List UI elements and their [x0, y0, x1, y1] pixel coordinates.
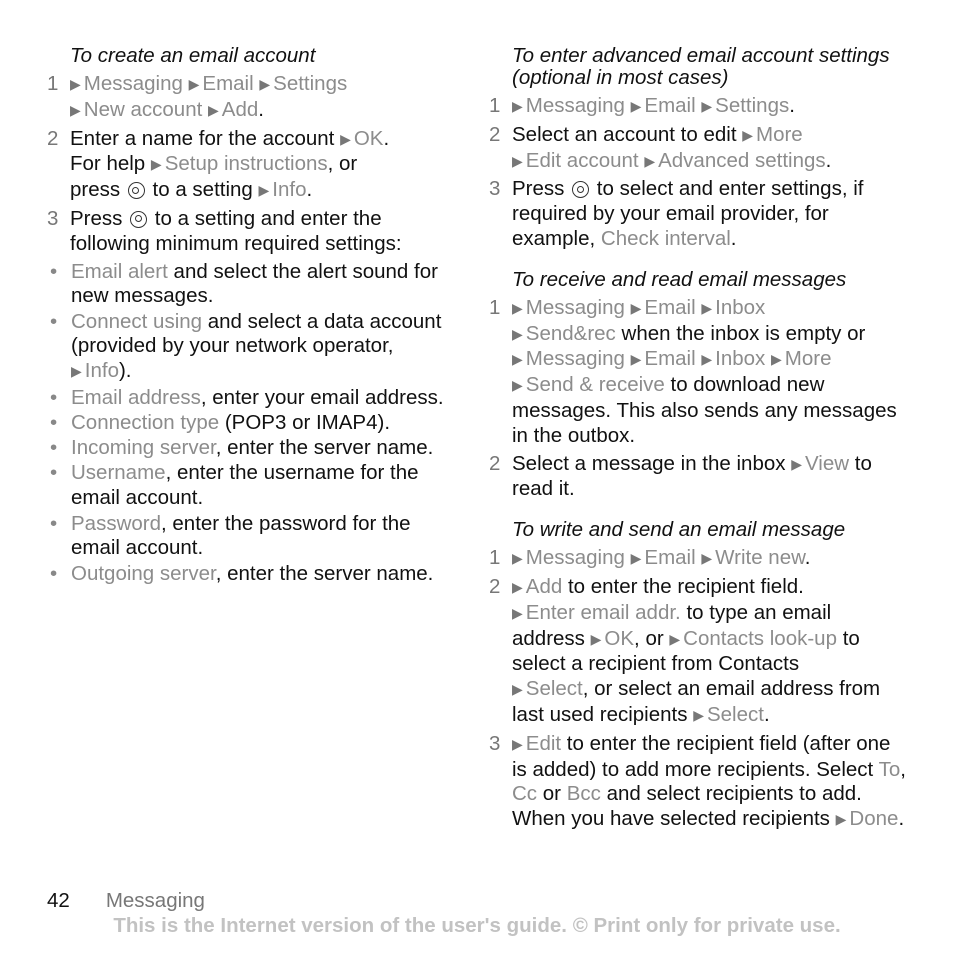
steps-list [489, 94, 909, 252]
menu-path-term: Connection type [71, 410, 220, 434]
step-item: 2 Enter a name for the account ▶ OK. For help ▶ Setup instructions, or press to a setting ▶ Info. [47, 126, 390, 202]
menu-path-term: Bcc [566, 782, 601, 806]
step-number: 2 [489, 574, 501, 598]
arrow-icon: ▶ [701, 98, 713, 114]
menu-path-term: Messaging [525, 94, 625, 117]
menu-path-term: Incoming server [71, 436, 216, 460]
step-item: 1 ▶ Messaging ▶ Email ▶ Settings. [489, 94, 795, 117]
settings-bullet-list [47, 260, 457, 587]
menu-path-term: Settings [715, 94, 790, 117]
arrow-icon: ▶ [150, 156, 162, 173]
menu-path-term: Info [84, 359, 119, 383]
arrow-icon: ▶ [512, 299, 523, 316]
step-number: 2 [489, 451, 501, 475]
right-column [489, 45, 909, 850]
arrow-icon: ▶ [630, 98, 642, 114]
menu-path-term: Password [71, 511, 162, 535]
bullet-icon: • [50, 561, 58, 585]
navigation-key-icon [130, 211, 147, 228]
menu-path-term: Advanced settings [658, 148, 826, 172]
menu-path-term: Enter email addr. [525, 600, 681, 624]
bullet-icon: • [50, 259, 58, 283]
arrow-icon: ▶ [630, 351, 642, 368]
arrow-icon: ▶ [512, 578, 523, 595]
menu-path-term: Done [849, 807, 899, 831]
step-item: 3 ▶ Edit to enter the recipient field (after one is added) to add more recipients. Select To, Cc or Bcc and select recipients to add. When you have selected recipients ▶ Done. [489, 731, 906, 831]
arrow-icon: ▶ [512, 325, 523, 342]
steps-list [489, 296, 909, 502]
arrow-icon: ▶ [188, 76, 200, 92]
arrow-icon: ▶ [512, 377, 523, 394]
section-title: To create an email account [70, 44, 316, 67]
page-footer [47, 889, 205, 913]
left-column [47, 45, 457, 603]
menu-path-term: Setup instructions [164, 152, 328, 176]
arrow-icon: ▶ [791, 455, 802, 472]
menu-path-term: Email [644, 347, 696, 371]
menu-path-term: Send&rec [525, 321, 616, 345]
arrow-icon: ▶ [701, 299, 713, 316]
arrow-icon: ▶ [70, 76, 81, 92]
menu-path-term: Send & receive [525, 373, 665, 397]
arrow-icon: ▶ [693, 706, 704, 723]
menu-path-term: OK [604, 626, 635, 650]
step-number: 2 [489, 122, 501, 146]
step-item: 1 ▶ Messaging ▶ Email ▶ Settings ▶ New account ▶ Add. [47, 72, 348, 121]
menu-path-term: Check interval [600, 226, 731, 250]
arrow-icon: ▶ [208, 101, 219, 118]
step-number: 1 [47, 72, 59, 95]
create-account-section [47, 45, 457, 586]
bullet-item: • Connection type (POP3 or IMAP4). [50, 410, 391, 434]
bullet-icon: • [50, 511, 58, 535]
menu-path-term: Write new [715, 546, 805, 570]
menu-path-term: View [804, 451, 850, 475]
step-number: 3 [489, 177, 501, 201]
arrow-icon: ▶ [701, 351, 713, 368]
step-item: 1 ▶ Messaging ▶ Email ▶ Inbox ▶ Send&rec when the inbox is empty or ▶ Messaging ▶ Email ▶ Inbox ▶ More ▶ Send & receive to download new messages. This also sends any messages in the outbox. [489, 295, 897, 447]
arrow-icon: ▶ [701, 550, 713, 567]
arrow-icon: ▶ [71, 363, 82, 380]
page-number: 42 [47, 889, 70, 912]
bullet-icon: • [50, 385, 58, 409]
bullet-item: • Connect using and select a data account (provided by your network operator, ▶ Info). [50, 309, 442, 383]
arrow-icon: ▶ [259, 76, 271, 92]
arrow-icon: ▶ [512, 550, 523, 567]
bullet-icon: • [50, 309, 58, 333]
step-number: 1 [489, 94, 501, 117]
menu-path-term: Edit [525, 731, 562, 755]
menu-path-term: New account [83, 97, 203, 121]
menu-path-term: Email [644, 295, 696, 319]
menu-path-term: More [756, 122, 803, 146]
menu-path-term: Email alert [71, 259, 168, 283]
arrow-icon: ▶ [630, 550, 642, 567]
step-item: 2 Select a message in the inbox ▶ View to read it. [489, 451, 872, 501]
arrow-icon: ▶ [742, 126, 753, 143]
menu-path-term: More [784, 347, 832, 371]
arrow-icon: ▶ [258, 182, 270, 199]
menu-path-term: Outgoing server [71, 561, 216, 585]
arrow-icon: ▶ [644, 152, 656, 169]
menu-path-term: Email address [71, 385, 201, 409]
arrow-icon: ▶ [630, 299, 642, 316]
step-number: 1 [489, 546, 501, 570]
navigation-key-icon [572, 181, 589, 198]
menu-path-term: Inbox [715, 295, 766, 319]
bullet-item: • Username, enter the username for the email account. [50, 461, 419, 510]
menu-path-term: Connect using [71, 309, 203, 333]
menu-path-term: Contacts look-up [683, 626, 837, 650]
menu-path-term: Messaging [525, 546, 625, 570]
step-item: 1 ▶ Messaging ▶ Email ▶ Write new. [489, 546, 811, 570]
arrow-icon: ▶ [70, 101, 81, 118]
section-title: To enter advanced email account settings (optional in most cases) [512, 44, 890, 89]
steps-list [489, 546, 909, 833]
menu-path-term: Select [706, 702, 764, 726]
bullet-icon: • [50, 461, 58, 485]
menu-path-term: Cc [512, 782, 538, 806]
arrow-icon: ▶ [512, 152, 523, 169]
bullet-item: • Email address, enter your email address. [50, 385, 444, 409]
menu-path-term: Info [272, 178, 307, 202]
footer-section-name: Messaging [105, 889, 205, 912]
step-number: 3 [47, 206, 59, 230]
menu-path-term: Select [525, 677, 583, 701]
bullet-item: • Outgoing server, enter the server name. [50, 561, 434, 585]
arrow-icon: ▶ [512, 98, 523, 114]
section-title: To write and send an email message [512, 518, 846, 542]
menu-path-term: To [878, 757, 901, 781]
menu-path-term: Username [71, 461, 166, 485]
navigation-key-icon [128, 182, 145, 199]
section-title: To receive and read email messages [512, 267, 847, 291]
arrow-icon: ▶ [340, 130, 351, 147]
menu-path-term: Settings [273, 72, 348, 95]
bullet-item: • Password, enter the password for the email account. [50, 511, 411, 560]
step-number: 2 [47, 126, 59, 150]
menu-path-term: OK [353, 126, 384, 150]
bullet-item: • Email alert and select the alert sound for new messages. [50, 259, 438, 308]
bullet-icon: • [50, 410, 58, 434]
instruction-section [489, 519, 909, 833]
menu-path-term: Email [644, 94, 696, 117]
bullet-item: • Incoming server, enter the server name. [50, 436, 434, 460]
arrow-icon: ▶ [512, 351, 523, 368]
step-item: 3 Press to a setting and enter the following minimum required settings: [47, 206, 402, 255]
step-item: 3 Press to select and enter settings, if required by your email provider, for example, Check interval. [489, 177, 864, 250]
menu-path-term: Messaging [525, 347, 625, 371]
arrow-icon: ▶ [512, 735, 523, 752]
arrow-icon: ▶ [512, 604, 523, 621]
step-number: 3 [489, 731, 501, 755]
menu-path-term: Messaging [525, 295, 625, 319]
arrow-icon: ▶ [512, 681, 523, 698]
step-number: 1 [489, 295, 501, 319]
step-item: 2 ▶ Add to enter the recipient field. ▶ Enter email addr. to type an email address ▶ OK, or ▶ Contacts look-up to select a recipient from Contacts ▶ Select, or select an email address from last used recipients ▶ Select. [489, 574, 881, 726]
bullet-icon: • [50, 436, 58, 460]
instruction-section [489, 45, 909, 252]
menu-path-term: Email [644, 546, 696, 570]
arrow-icon: ▶ [590, 630, 602, 647]
step-item: 2 Select an account to edit ▶ More ▶ Edit account ▶ Advanced settings. [489, 122, 832, 172]
arrow-icon: ▶ [771, 351, 782, 368]
steps-list [47, 72, 457, 257]
instruction-section [489, 269, 909, 502]
menu-path-term: Messaging [83, 72, 183, 95]
menu-path-term: Email [202, 72, 254, 95]
arrow-icon: ▶ [669, 630, 681, 647]
menu-path-term: Add [221, 97, 259, 121]
arrow-icon: ▶ [835, 811, 847, 828]
menu-path-term: Edit account [525, 148, 639, 172]
menu-path-term: Inbox [715, 347, 766, 371]
menu-path-term: Add [525, 574, 563, 598]
copyright-notice: This is the Internet version of the user's guide. © Print only for private use. [113, 914, 841, 937]
